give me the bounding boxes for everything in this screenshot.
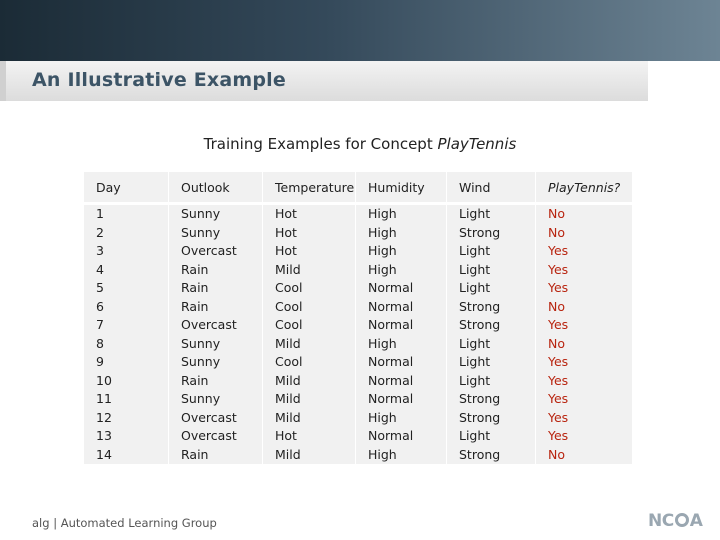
cell-outlook: Overcast [169,427,263,446]
cell-day: 4 [84,261,169,280]
cell-humidity: Normal [356,427,447,446]
cell-day: 9 [84,353,169,372]
table-row [84,204,633,224]
cell-day: 6 [84,298,169,317]
cell-humidity: High [356,409,447,428]
cell-wind: Strong [447,390,536,409]
cell-playtennis: Yes [536,372,633,391]
logo-eye-icon [675,513,689,527]
cell-humidity: High [356,242,447,261]
cell-outlook: Sunny [169,224,263,243]
cell-wind: Light [447,427,536,446]
cell-temperature: Cool [263,279,356,298]
cell-day: 13 [84,427,169,446]
cell-wind: Strong [447,224,536,243]
cell-humidity: Normal [356,279,447,298]
logo-text-left: NC [648,511,674,531]
cell-temperature: Mild [263,446,356,465]
cell-temperature: Hot [263,242,356,261]
cell-day: 10 [84,372,169,391]
table-body [84,204,633,465]
cell-outlook: Rain [169,279,263,298]
cell-outlook: Overcast [169,409,263,428]
cell-playtennis: Yes [536,353,633,372]
cell-day: 14 [84,446,169,465]
title-bar-accent [0,61,6,101]
table-header-row [84,172,633,204]
cell-humidity: High [356,224,447,243]
cell-outlook: Rain [169,261,263,280]
table-row [84,335,633,354]
cell-outlook: Sunny [169,204,263,224]
cell-temperature: Mild [263,261,356,280]
cell-playtennis: Yes [536,279,633,298]
cell-day: 3 [84,242,169,261]
table-row [84,261,633,280]
table-row [84,390,633,409]
cell-playtennis: No [536,335,633,354]
cell-wind: Light [447,335,536,354]
logo-text-right: A [689,511,703,531]
caption-concept: PlayTennis [437,135,517,153]
header-day: Day [84,172,169,204]
cell-humidity: Normal [356,298,447,317]
table-row [84,224,633,243]
cell-wind: Strong [447,298,536,317]
top-banner [0,0,720,61]
cell-day: 7 [84,316,169,335]
cell-humidity: High [356,446,447,465]
table-row [84,353,633,372]
cell-day: 12 [84,409,169,428]
slide-title: An Illustrative Example [32,69,286,91]
cell-playtennis: Yes [536,242,633,261]
cell-temperature: Mild [263,390,356,409]
cell-temperature: Cool [263,298,356,317]
table-row [84,298,633,317]
cell-temperature: Cool [263,316,356,335]
table-row [84,316,633,335]
cell-outlook: Sunny [169,390,263,409]
cell-playtennis: No [536,224,633,243]
cell-wind: Light [447,353,536,372]
header-wind: Wind [447,172,536,204]
training-examples-table [83,172,632,464]
cell-playtennis: Yes [536,316,633,335]
cell-wind: Light [447,204,536,224]
cell-day: 1 [84,204,169,224]
cell-wind: Light [447,279,536,298]
header-playtennis: PlayTennis? [536,172,633,204]
cell-humidity: Normal [356,316,447,335]
cell-temperature: Cool [263,353,356,372]
cell-outlook: Sunny [169,353,263,372]
cell-temperature: Mild [263,409,356,428]
footer-text: alg | Automated Learning Group [32,516,217,530]
table-row [84,242,633,261]
cell-humidity: High [356,261,447,280]
cell-outlook: Rain [169,372,263,391]
cell-temperature: Hot [263,224,356,243]
caption-prefix: Training Examples for Concept [203,135,438,153]
header-humidity: Humidity [356,172,447,204]
cell-humidity: High [356,204,447,224]
cell-outlook: Overcast [169,316,263,335]
cell-wind: Light [447,242,536,261]
table-row [84,446,633,465]
cell-playtennis: Yes [536,390,633,409]
ncsa-logo [648,511,702,531]
cell-wind: Strong [447,316,536,335]
cell-humidity: High [356,335,447,354]
cell-day: 5 [84,279,169,298]
cell-outlook: Sunny [169,335,263,354]
cell-temperature: Hot [263,204,356,224]
cell-playtennis: No [536,298,633,317]
cell-playtennis: Yes [536,409,633,428]
cell-day: 2 [84,224,169,243]
table-row [84,279,633,298]
cell-outlook: Rain [169,446,263,465]
cell-temperature: Hot [263,427,356,446]
title-bar [0,61,648,101]
cell-day: 8 [84,335,169,354]
cell-wind: Light [447,372,536,391]
cell-playtennis: Yes [536,427,633,446]
cell-temperature: Mild [263,372,356,391]
cell-humidity: Normal [356,353,447,372]
header-outlook: Outlook [169,172,263,204]
cell-playtennis: Yes [536,261,633,280]
cell-humidity: Normal [356,390,447,409]
table-row [84,427,633,446]
header-temperature: Temperature [263,172,356,204]
cell-playtennis: No [536,446,633,465]
table-row [84,409,633,428]
cell-wind: Light [447,261,536,280]
cell-humidity: Normal [356,372,447,391]
cell-wind: Strong [447,446,536,465]
cell-wind: Strong [447,409,536,428]
cell-playtennis: No [536,204,633,224]
table-row [84,372,633,391]
table-caption [0,135,720,153]
cell-day: 11 [84,390,169,409]
cell-outlook: Rain [169,298,263,317]
cell-temperature: Mild [263,335,356,354]
cell-outlook: Overcast [169,242,263,261]
